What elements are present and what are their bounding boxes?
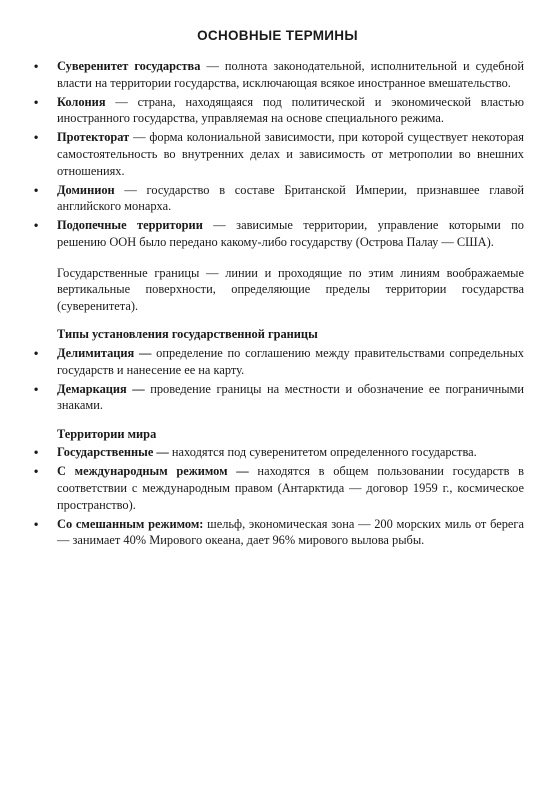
term-definition: — страна, находящаяся под политической и экономической властью иностранного государства, управляемая на основе специального режима. [57, 94, 524, 126]
document-body [32, 58, 524, 551]
list-item [32, 182, 524, 215]
term-name: С международным режимом — [57, 464, 249, 479]
border-types-heading: Типы установления государственной границы [57, 327, 318, 342]
world-territories-heading: Территории мира [57, 426, 157, 441]
term-name: Колония [57, 94, 106, 109]
bullet-icon: • [34, 94, 39, 109]
list-item [32, 516, 524, 549]
term-name: Демаркация — [57, 381, 145, 396]
term-name: Подопечные территории [57, 218, 203, 233]
bullet-icon: • [34, 218, 39, 233]
term-name: Делимитация — [57, 345, 152, 360]
term-definition: проведение границы на местности и обозначение ее пограничными знаками. [57, 381, 524, 413]
term-definition: — форма колониальной зависимости, при которой существует некоторая самостоятельность во внутренних делах и зависимость от метрополии во внешних отношениях. [57, 130, 524, 178]
term-name: Государственные — [57, 445, 169, 460]
term-definition: — зависимые территории, управление которыми по решению ООН было передано какому-либо государству (Острова Палау — США). [57, 218, 524, 249]
bullet-icon: • [34, 445, 39, 460]
term-name: Со смешанным режимом: [57, 516, 204, 531]
bullet-icon: • [34, 516, 39, 531]
term-definition: шельф, экономическая зона — 200 морских миль от берега — занимает 40% Мирового океана, дает 96% мирового вылова рыбы. [57, 516, 524, 548]
list-item [32, 345, 524, 378]
list-item [32, 129, 524, 179]
borders-paragraph: Государственные границы — линии и проходящие по этим линиям воображаемые вертикальные поверхности, определяющие пределы территории государства (суверенитета). [57, 265, 524, 313]
list-item [32, 381, 524, 414]
term-definition: находятся в общем пользовании государств в соответствии с международным правом (Антарктида — договор 1959 г., космическое пространство). [57, 464, 525, 512]
list-item [32, 463, 524, 513]
term-definition: — полнота законодательной, исполнительной и судебной власти на территории государства, исключающая всякое иностранное вмешательство. [57, 59, 524, 90]
bullet-icon: • [34, 345, 39, 360]
list-item [32, 444, 524, 461]
border-types-list [32, 345, 524, 414]
term-definition: — государство в составе Британской Империи, признавшее главой английского монарха. [57, 182, 524, 214]
term-name: Суверенитет государства [57, 59, 201, 73]
list-item [32, 217, 524, 250]
bullet-icon: • [34, 182, 39, 197]
bullet-icon: • [34, 464, 39, 479]
bullet-icon: • [34, 381, 39, 396]
term-definition: определение по соглашению между правительствами сопредельных государств и нанесение ее на карту. [57, 345, 524, 377]
term-name: Доминион [57, 182, 115, 197]
term-definition: находятся под суверенитетом определенного государства. [168, 445, 477, 460]
list-item [32, 94, 524, 127]
world-territories-list [32, 444, 524, 549]
term-name: Протекторат [57, 130, 130, 145]
terms-list [32, 58, 524, 251]
bullet-icon: • [34, 59, 39, 73]
bullet-icon: • [34, 130, 39, 145]
page-title: ОСНОВНЫЕ ТЕРМИНЫ [197, 28, 358, 43]
list-item [32, 58, 524, 91]
